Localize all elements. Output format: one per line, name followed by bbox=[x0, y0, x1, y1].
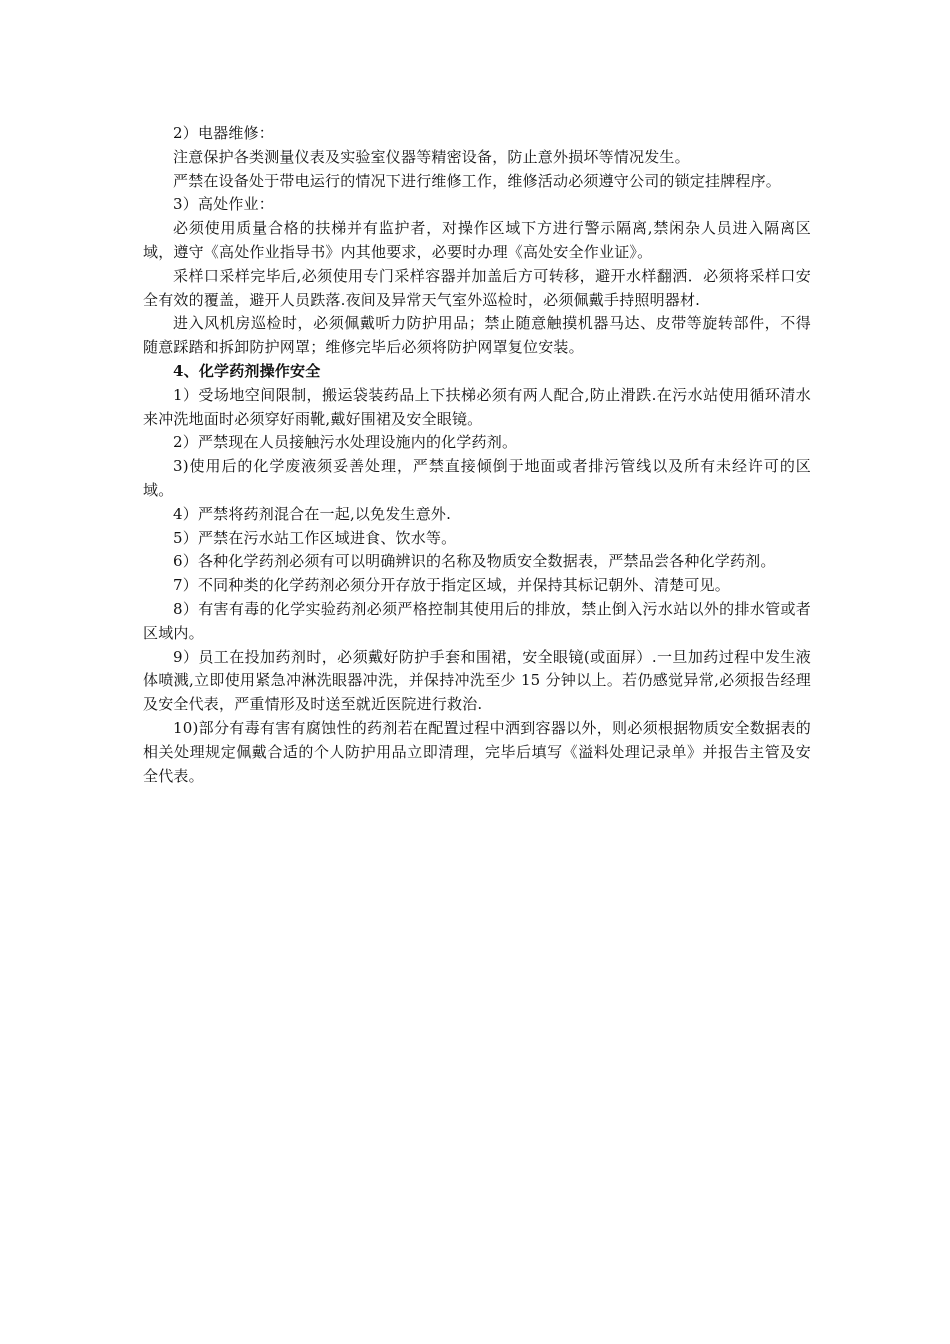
paragraph-electrical-repair-heading: 2）电器维修： bbox=[173, 124, 274, 142]
paragraph-chemical-item-7: 7）不同种类的化学药剂必须分开存放于指定区域，并保持其标记朝外、清楚可见。 bbox=[173, 576, 730, 595]
paragraph-work-at-height-heading: 3）高处作业： bbox=[173, 195, 274, 214]
document-page bbox=[143, 122, 811, 788]
paragraph-chemical-item-5: 5）严禁在污水站工作区域进食、饮水等。 bbox=[173, 528, 457, 547]
paragraph-chemical-item-3: 3)使用后的化学废液须妥善处理，严禁直接倾倒于地面或者排污管线以及所有未经许可的区域。 bbox=[143, 457, 811, 499]
paragraph-chemical-item-9: 9）员工在投加药剂时，必须戴好防护手套和围裙，安全眼镜(或面屏）.一旦加药过程中发生液体喷溅,立即使用紧急冲淋洗眼器冲洗，并保持冲洗至少 15 分钟以上。若仍感觉异常,必须报告经理及安全代表，严重情形及时送至就近医院进行救治. bbox=[143, 647, 811, 714]
paragraph-protect-instruments: 注意保护各类测量仪表及实验室仪器等精密设备，防止意外损坏等情况发生。 bbox=[173, 147, 690, 166]
paragraph-chemical-item-10: 10)部分有毒有害有腐蚀性的药剂若在配置过程中洒到容器以外，则必须根据物质安全数据表的相关处理规定佩戴合适的个人防护用品立即清理，完毕后填写《溢料处理记录单》并报告主管及安全代表。 bbox=[143, 718, 811, 785]
paragraph-fan-room-inspection: 进入风机房巡检时，必须佩戴听力防护用品；禁止随意触摸机器马达、皮带等旋转部件，不得随意踩踏和拆卸防护网罩；维修完毕后必须将防护网罩复位安装。 bbox=[143, 314, 811, 357]
paragraph-chemical-item-4: 4）严禁将药剂混合在一起,以免发生意外. bbox=[173, 504, 452, 523]
paragraph-chemical-item-6: 6）各种化学药剂必须有可以明确辨识的名称及物质安全数据表，严禁品尝各种化学药剂。 bbox=[173, 552, 776, 571]
paragraph-no-live-repair: 严禁在设备处于带电运行的情况下进行维修工作，维修活动必须遵守公司的锁定挂牌程序。 bbox=[173, 171, 782, 190]
paragraph-chemical-item-8: 8）有害有毒的化学实验药剂必须严格控制其使用后的排放，禁止倒入污水站以外的排水管或者区域内。 bbox=[143, 599, 811, 642]
paragraph-chemical-item-1: 1）受场地空间限制，搬运袋装药品上下扶梯必须有两人配合,防止滑跌.在污水站使用循环清水来冲洗地面时必须穿好雨靴,戴好围裙及安全眼镜。 bbox=[143, 385, 811, 428]
paragraph-ladder-supervision: 必须使用质量合格的扶梯并有监护者，对操作区域下方进行警示隔离,禁闲杂人员进入隔离区域，遵守《高处作业指导书》内其他要求，必要时办理《高处安全作业证》。 bbox=[143, 219, 811, 261]
paragraph-sampling-port: 采样口采样完毕后,必须使用专门采样容器并加盖后方可转移，避开水样翻洒．必须将采样口安全有效的覆盖，避开人员跌落.夜间及异常天气室外巡检时，必须佩戴手持照明器材. bbox=[143, 266, 811, 309]
section-heading-chemical-safety: 4、化学药剂操作安全 bbox=[173, 361, 321, 380]
paragraph-chemical-item-2: 2）严禁现在人员接触污水处理设施内的化学药剂。 bbox=[173, 433, 518, 452]
